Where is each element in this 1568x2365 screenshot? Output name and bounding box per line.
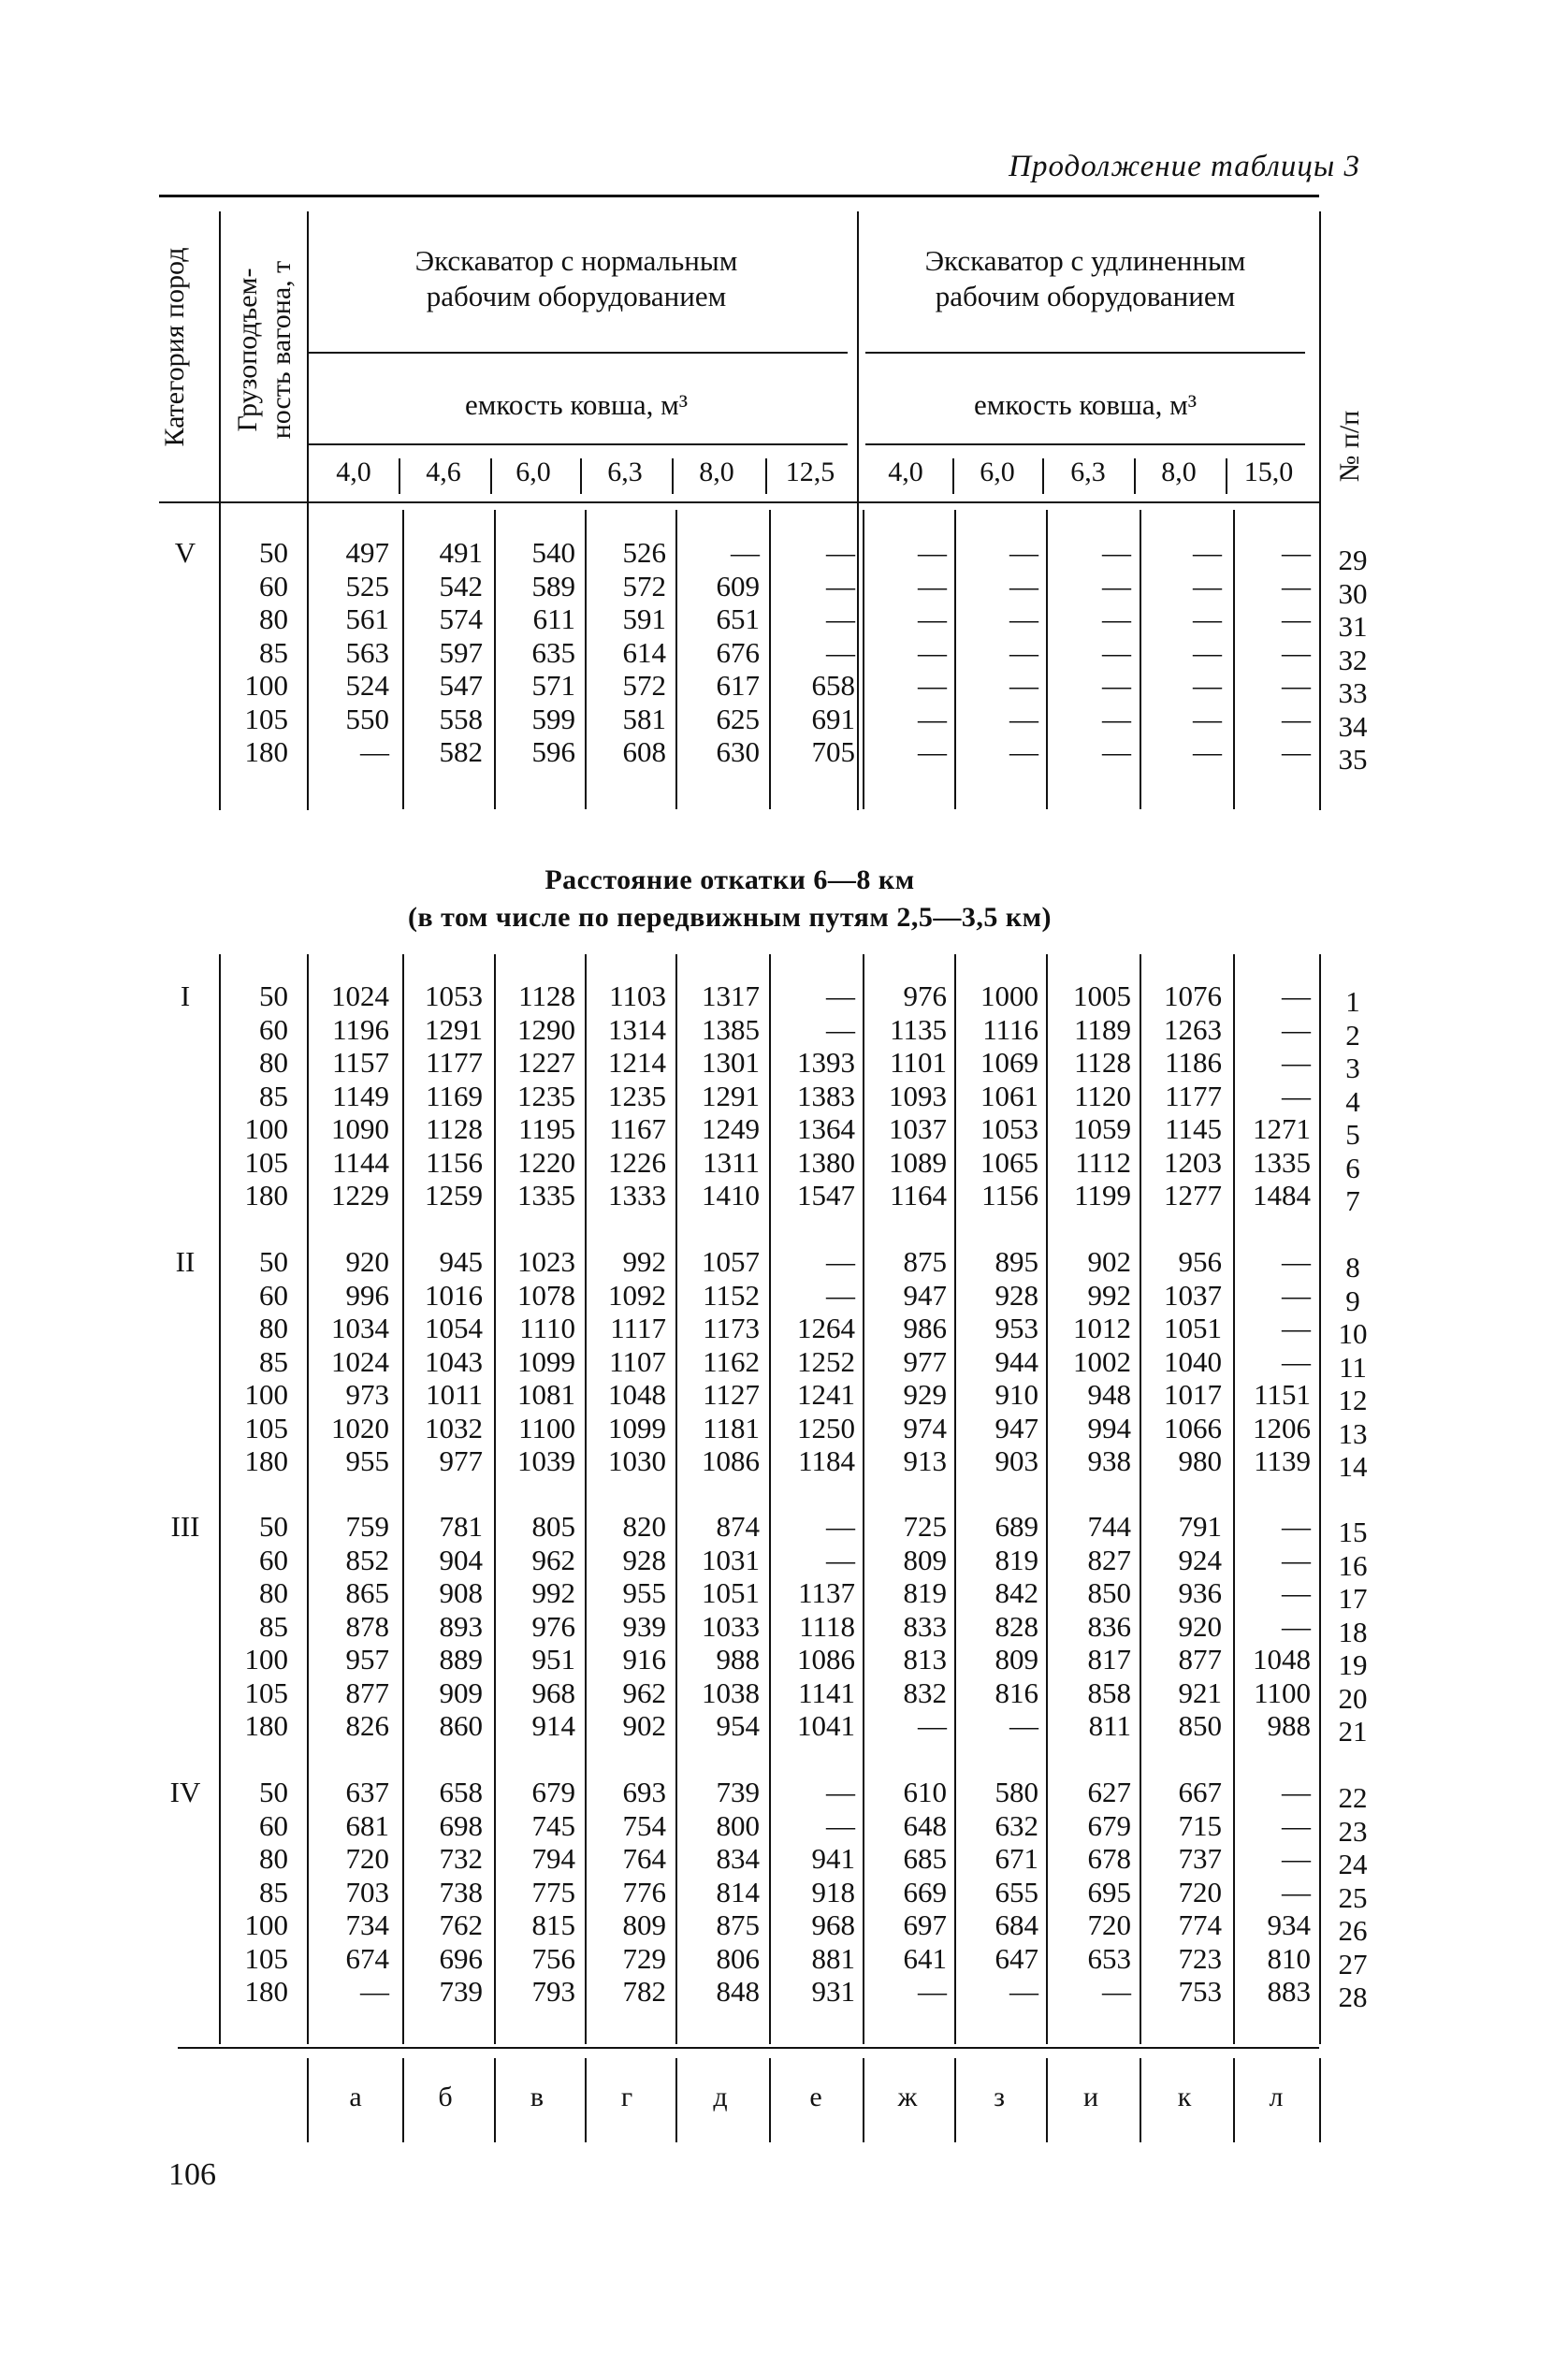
column-rule: [954, 954, 956, 2044]
data-column-и: 744 827 850 836 817 858 811: [1087, 1510, 1131, 1742]
volume-rule-normal: [309, 443, 848, 445]
data-column-а: 637 681 720 703 734 674 —: [345, 1776, 389, 2008]
letter-divider: [1233, 2058, 1235, 2142]
data-column-е: — — 1264 1252 1241 1250 1184: [797, 1245, 855, 1477]
data-column-л: — — — — 1048 1100 988: [1253, 1510, 1311, 1742]
header-bottom-rule: [159, 501, 1319, 503]
column-letter-0: а: [349, 2082, 362, 2112]
rule-before-number: [1319, 211, 1321, 810]
data-column-в: 1128 1290 1227 1235 1195 1220 1335: [517, 979, 575, 1212]
number-header: № п/п: [1334, 410, 1365, 483]
row-number-column: 8 9 10 11 12 13 14: [1338, 1251, 1368, 1483]
row-number-column: 15 16 17 18 19 20 21: [1338, 1516, 1368, 1748]
data-column-ж: — — — — — — —: [918, 536, 947, 768]
normal-subhead-rule: [309, 352, 848, 354]
data-column-и: 1005 1189 1128 1120 1059 1112 1199: [1073, 979, 1131, 1212]
column-letter-7: з: [994, 2082, 1005, 2112]
column-rule: [954, 510, 956, 809]
section-caption-line1: Расстояние откатки 6—8 км: [544, 864, 915, 895]
category-label: II: [175, 1245, 196, 1278]
extended-excavator-header: Экскаватор с удлиненным рабочим оборудованием: [924, 244, 1246, 312]
column-rule: [494, 510, 496, 809]
data-column-е: — — 1137 1118 1086 1141 1041: [797, 1510, 855, 1742]
category-label: I: [180, 979, 191, 1012]
letter-divider: [769, 2058, 771, 2142]
data-column-д: — 609 651 676 617 625 630: [716, 536, 760, 768]
data-column-и: 627 679 678 695 720 653 —: [1087, 1776, 1131, 2008]
page-number: 106: [168, 2157, 216, 2192]
category-label: V: [174, 536, 196, 569]
capacity-header-line1: Грузоподъем-: [232, 268, 263, 432]
volume-divider: [1226, 458, 1227, 494]
column-rule: [1233, 954, 1235, 2044]
column-rule: [1046, 510, 1048, 809]
data-column-к: 667 715 737 720 774 723 753: [1178, 1776, 1222, 2008]
data-column-л: — — — — 1151 1206 1139: [1253, 1245, 1311, 1477]
capacity-column: 50 60 80 85 100 105 180: [244, 1776, 288, 2008]
data-column-з: 580 632 671 655 684 647 —: [995, 1776, 1038, 2008]
volume-normal-1: 4,6: [426, 457, 461, 487]
data-column-ж: 725 809 819 833 813 832 —: [903, 1510, 947, 1742]
column-rule: [675, 954, 677, 2044]
data-column-г: 992 1092 1117 1107 1048 1099 1030: [608, 1245, 666, 1477]
volume-divider: [1134, 458, 1136, 494]
data-column-ж: 976 1135 1101 1093 1037 1089 1164: [889, 979, 947, 1212]
table-top-rule: [159, 195, 1319, 197]
bucket-capacity-extended: емкость ковша, м³: [974, 388, 1197, 421]
column-rule: [769, 510, 771, 809]
row-number-column: 22 23 24 25 26 27 28: [1338, 1781, 1368, 2013]
data-column-в: 1023 1078 1110 1099 1081 1100 1039: [517, 1245, 575, 1477]
data-column-а: 1024 1196 1157 1149 1090 1144 1229: [331, 979, 389, 1212]
letter-divider: [1140, 2058, 1141, 2142]
data-column-з: 689 819 842 828 809 816 —: [995, 1510, 1038, 1742]
data-column-д: 874 1031 1051 1033 988 1038 954: [702, 1510, 760, 1742]
column-letter-9: к: [1177, 2082, 1192, 2112]
column-letter-2: в: [530, 2082, 544, 2112]
letter-divider: [675, 2058, 677, 2142]
data-column-з: — — — — — — —: [1009, 536, 1038, 768]
rule-after-category: [219, 954, 221, 2044]
data-column-и: 902 992 1012 1002 948 994 938: [1073, 1245, 1131, 1477]
data-column-б: 1053 1291 1177 1169 1128 1156 1259: [425, 979, 483, 1212]
rule-before-number: [1319, 954, 1321, 2044]
volume-extended-2: 6,3: [1070, 457, 1106, 487]
column-letter-6: ж: [897, 2082, 918, 2112]
column-rule: [675, 510, 677, 809]
letter-divider: [1319, 2058, 1321, 2142]
column-letter-1: б: [438, 2082, 453, 2112]
column-rule: [1140, 510, 1141, 809]
column-letter-8: и: [1082, 2082, 1099, 2112]
volume-normal-3: 6,3: [607, 457, 643, 487]
data-column-б: 781 904 908 893 889 909 860: [439, 1510, 483, 1742]
volume-normal-4: 8,0: [699, 457, 734, 487]
column-rule: [769, 954, 771, 2044]
letter-divider: [1046, 2058, 1048, 2142]
volume-divider: [1042, 458, 1044, 494]
row-number-column: 1 2 3 4 5 6 7: [1345, 985, 1360, 1217]
data-column-д: 1057 1152 1173 1162 1127 1181 1086: [702, 1245, 760, 1477]
data-column-б: 491 542 574 597 547 558 582: [439, 536, 483, 768]
volume-divider: [580, 458, 582, 494]
capacity-column: 50 60 80 85 100 105 180: [244, 536, 288, 768]
letter-divider: [494, 2058, 496, 2142]
data-column-а: 759 852 865 878 957 877 826: [345, 1510, 389, 1742]
column-letter-5: е: [809, 2082, 822, 2112]
section-caption-line2: (в том числе по передвижным путям 2,5—3,5 км): [407, 902, 1053, 933]
volume-divider: [490, 458, 492, 494]
data-column-к: 1076 1263 1186 1177 1145 1203 1277: [1164, 979, 1222, 1212]
data-column-и: — — — — — — —: [1102, 536, 1131, 768]
data-column-к: 956 1037 1051 1040 1017 1066 980: [1164, 1245, 1222, 1477]
data-column-з: 1000 1116 1069 1061 1053 1065 1156: [980, 979, 1038, 1212]
capacity-column: 50 60 80 85 100 105 180: [244, 979, 288, 1212]
data-column-е: — — — — 658 691 705: [811, 536, 855, 768]
column-letter-10: л: [1269, 2082, 1284, 2112]
column-letter-3: г: [620, 2082, 633, 2112]
column-rule: [585, 954, 587, 2044]
capacity-column: 50 60 80 85 100 105 180: [244, 1510, 288, 1742]
row-number-column: 29 30 31 32 33 34 35: [1338, 544, 1368, 776]
category-label: III: [170, 1510, 200, 1543]
data-column-в: 540 589 611 635 571 599 596: [531, 536, 575, 768]
volume-rule-extended: [865, 443, 1305, 445]
volume-extended-0: 4,0: [888, 457, 923, 487]
column-rule: [402, 954, 404, 2044]
data-column-к: 791 924 936 920 877 921 850: [1178, 1510, 1222, 1742]
data-column-к: — — — — — — —: [1193, 536, 1222, 768]
volume-normal-0: 4,0: [336, 457, 371, 487]
volume-divider: [399, 458, 400, 494]
data-column-ж: 610 648 685 669 697 641 —: [903, 1776, 947, 2008]
category-header: Категория пород: [159, 247, 190, 447]
bucket-capacity-normal: емкость ковша, м³: [465, 388, 688, 421]
data-column-а: 497 525 561 563 524 550 —: [345, 536, 389, 768]
data-column-г: 693 754 764 776 809 729 782: [622, 1776, 666, 2008]
data-column-д: 1317 1385 1301 1291 1249 1311 1410: [702, 979, 760, 1212]
column-rule: [494, 954, 496, 2044]
volume-extended-1: 6,0: [980, 457, 1015, 487]
rule-after-normal: [857, 211, 859, 810]
column-rule: [585, 510, 587, 809]
data-column-з: 895 928 953 944 910 947 903: [995, 1245, 1038, 1477]
data-column-г: 820 928 955 939 916 962 902: [622, 1510, 666, 1742]
column-rule: [1140, 954, 1141, 2044]
data-column-б: 658 698 732 738 762 696 739: [439, 1776, 483, 2008]
letter-divider: [307, 2058, 309, 2142]
data-column-ж: 875 947 986 977 929 974 913: [903, 1245, 947, 1477]
column-rule: [1233, 510, 1235, 809]
data-column-л: — — — — 1271 1335 1484: [1253, 979, 1311, 1212]
data-column-е: — — 1393 1383 1364 1380 1547: [797, 979, 855, 1212]
volume-normal-2: 6,0: [515, 457, 551, 487]
column-rule: [863, 954, 864, 2044]
volume-normal-5: 12,5: [785, 457, 835, 487]
volume-extended-4: 15,0: [1243, 457, 1294, 487]
column-rule: [1046, 954, 1048, 2044]
data-column-в: 679 745 794 775 815 756 793: [531, 1776, 575, 2008]
column-rule: [863, 510, 864, 809]
capacity-column: 50 60 80 85 100 105 180: [244, 1245, 288, 1477]
data-column-б: 945 1016 1054 1043 1011 1032 977: [425, 1245, 483, 1477]
volume-extended-3: 8,0: [1161, 457, 1197, 487]
data-column-г: 526 572 591 614 572 581 608: [622, 536, 666, 768]
data-column-г: 1103 1314 1214 1235 1167 1226 1333: [608, 979, 666, 1212]
volume-divider: [765, 458, 767, 494]
letter-divider: [954, 2058, 956, 2142]
volume-divider: [672, 458, 674, 494]
capacity-header: [231, 163, 298, 537]
volume-divider: [952, 458, 954, 494]
letter-divider: [402, 2058, 404, 2142]
data-column-л: — — — — 934 810 883: [1267, 1776, 1311, 2008]
continuation-title: Продолжение таблицы 3: [1009, 150, 1360, 183]
data-column-в: 805 962 992 976 951 968 914: [531, 1510, 575, 1742]
data-column-д: 739 800 834 814 875 806 848: [716, 1776, 760, 2008]
rule-after-capacity: [307, 954, 309, 2044]
capacity-header-line2: ность вагона, т: [266, 260, 297, 440]
table-bottom-rule: [178, 2047, 1319, 2049]
data-column-е: — — 941 918 968 881 931: [811, 1776, 855, 2008]
extended-subhead-rule: [865, 352, 1305, 354]
data-column-а: 920 996 1034 1024 973 1020 955: [331, 1245, 389, 1477]
normal-excavator-header: Экскаватор с нормальным рабочим оборудованием: [414, 244, 738, 312]
column-letter-4: д: [713, 2082, 728, 2112]
letter-divider: [585, 2058, 587, 2142]
letter-divider: [863, 2058, 864, 2142]
category-label: IV: [169, 1776, 201, 1808]
data-column-л: — — — — — — —: [1282, 536, 1311, 768]
column-rule: [402, 510, 404, 809]
